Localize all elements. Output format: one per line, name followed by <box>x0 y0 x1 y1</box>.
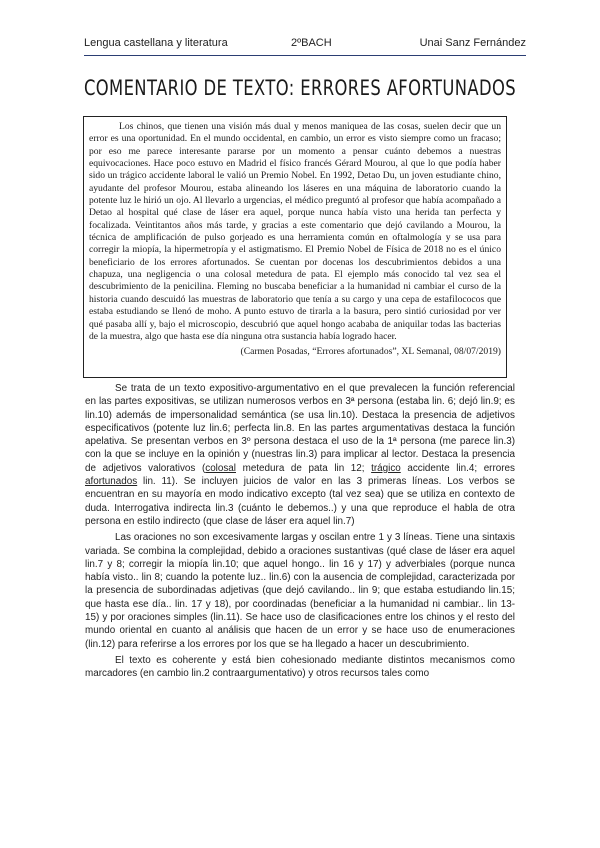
analysis-p1-part-d: lin. 11). Se incluyen juicios de valor en las 3 primeras líneas. Los verbos se encuentran en su mayoría en modo indicativo excepto (tal vez sea) que se utiliza en contexto de duda. Interrogativa indirecta lin.3 (cuánto le debemos..) y una que reproduce el habla de otra persona en estilo indirecto (que clase de láser era aquel lin.7) <box>85 476 515 527</box>
analysis-paragraph-1 <box>85 382 515 528</box>
source-citation: (Carmen Posadas, “Errores afortunados”, XL Semanal, 08/07/2019) <box>240 346 501 358</box>
page-header <box>84 37 526 56</box>
analysis-paragraph-3: El texto es coherente y está bien cohesionado mediante distintos mecanismos como marcadores (en cambio lin.2 contraargumentativo) y otros recursos tales como <box>85 654 515 680</box>
header-author: Unai Sanz Fernández <box>419 37 526 49</box>
underlined-afortunados: afortunados <box>85 476 138 488</box>
underlined-colosal: colosal <box>205 462 236 474</box>
header-subject: Lengua castellana y literatura <box>84 37 228 49</box>
header-class: 2ºBACH <box>291 37 332 49</box>
analysis-paragraph-2: Las oraciones no son excesivamente largas y oscilan entre 1 y 3 líneas. Tiene una sintaxis variada. Se combina la complejidad, debido a oraciones sustantivas (qué clase de láser era aquel lin.7 y 8; corregir la miopía lin.10; que aquel hongo.. lin 16 y 17) y adverbiales (porque nunca había visto.. lin 8; cuando la potente luz.. lin.6) con la ausencia de complejidad, caracterizada por la presencia de subordinadas adjetivas (que dejó cavilando.. lin 9; que estaba estudiando lin.15; que hasta ese día.. lin. 17 y 18), por coordinadas (beneficiar a la humanidad ni cambiar.. lin 13-15) y por oraciones simples (lin.11). Se hace uso de clasificaciones entre los chinos y el resto del mundo oriental en cuanto al análisis que hacen de un error y se hace uso de enumeraciones (lin.12) para referirse a los errores por los que se ha llegado a hacer un descubrimiento. <box>85 532 515 650</box>
underlined-tragico: trágico <box>371 462 401 474</box>
page-title: COMENTARIO DE TEXTO: ERRORES AFORTUNADOS <box>83 76 517 100</box>
analysis-p1-part-c: accidente lin.4; errores <box>400 462 515 474</box>
analysis-p1-part-a: Se trata de un texto expositivo-argumentativo en el que prevalecen la función referencial en las partes expositivas, se utilizan numerosos verbos en 3ª persona (estaba lin. 6; dejó lin.9; es lin.10) además de impersonalidad semántica (se usa lin.10). Destaca la presencia de adjetivos especificativos (potente luz lin.6; perfecta lin.8. En las partes argumentativas destaca la función apelativa. Se presentan verbos en 3º persona destaca el uso de la 1ª persona (me parece lin.3) con la que se incluye en la opinión y (nuestras lin.3) para implicar al lector. Destaca la presencia de adjetivos valorativos ( <box>85 383 515 474</box>
analysis-p1-part-b: metedura de pata lin 12; <box>236 462 372 474</box>
analysis-body <box>85 382 515 684</box>
source-text-paragraph: Los chinos, que tienen una visión más dual y menos maniquea de las cosas, suelen decir que un error es una oportunidad. En el mundo occidental, en cambio, un error es visto siempre como un fracaso; por eso me parece interesante pararse por un momento a pensar cuánto debemos a nuestras equivocaciones. Hace poco estuvo en Madrid el físico francés Gérard Mourou, al que lo que podía haber sido un trágico accidente laboral le valió un Premio Nobel. En 1992, Detao Du, un joven estudiante chino, ayudante del profesor Mourou, estaba alineando los láseres en una máquina de laboratorio cuando la potente luz le hirió un ojo. Al llevarlo a urgencias, el médico preguntó al profesor que había acompañado a Detao al hospital qué clase de láser era aquel, porque nunca había visto una herida tan perfecta y focalizada. Veintitantos años más tarde, y gracias a este comentario que dejó cavilando a Mourou, la técnica de amplificación de pulso gorjeado es una herramienta común en oftalmología y se usa para corregir la miopía, la hipermetropía y el astigmatismo. El Premio Nobel de Física de 2018 no es el único beneficiario de los errores afortunados. Se cuentan por docenas los descubrimientos debidos a una chapuza, una negligencia o una colosal metedura de pata. El ejemplo más conocido tal vez sea el descubrimiento de la penicilina. Fleming no buscaba beneficiar a la humanidad ni cambiar el curso de la historia cuando descuidó las muestras de laboratorio que tenía a su cargo y una cepa de estafilococos que estaba estudiando se llenó de moho. A punto estuvo de tirarla a la basura, pero sintió curiosidad por ver qué pasaba allí y, bajo el microscopio, descubrió que aquel hongo acababa de aniquilar todas las bacterias de la muestra, algo que hasta ese día ninguna otra sustancia había logrado hacer. <box>89 121 501 342</box>
source-text-box <box>83 116 507 378</box>
